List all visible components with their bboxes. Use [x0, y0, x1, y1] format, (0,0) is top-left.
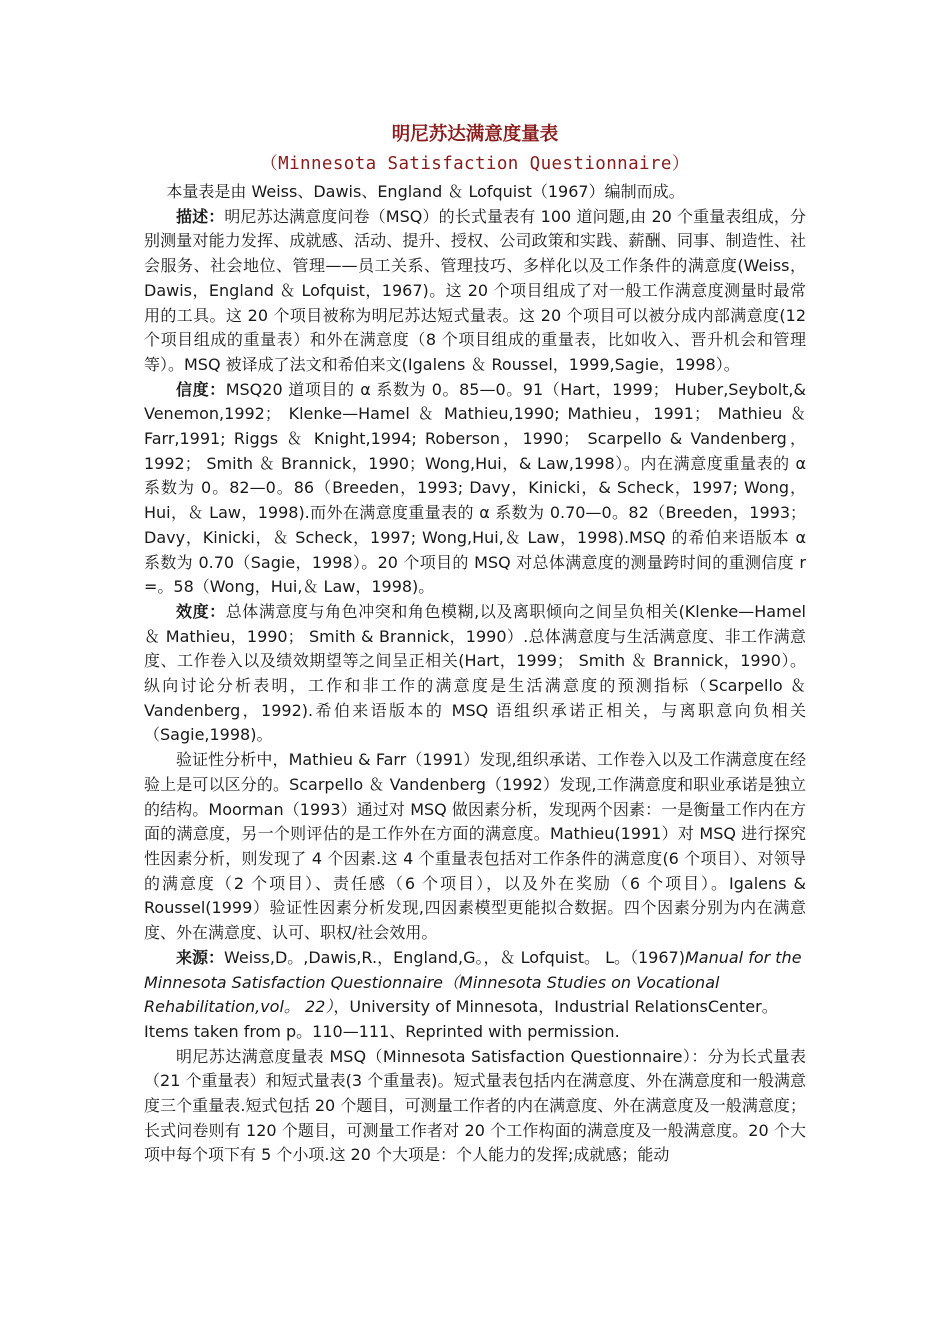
- validity-paragraph: [144, 600, 806, 748]
- reliability-label: 信度：: [176, 379, 226, 399]
- validity-label: 效度：: [176, 601, 226, 621]
- intro-paragraph: 本量表是由 Weiss、Dawis、England ＆ Lofquist（1967）编制而成。: [166, 182, 685, 201]
- document-subtitle: （Minnesota Satisfaction Questionnaire）: [260, 154, 690, 174]
- source-publisher: ，University of Minnesota，Industrial RelationsCenter。: [333, 997, 778, 1017]
- description-paragraph: [144, 205, 806, 378]
- validity-text: 总体满意度与角色冲突和角色模糊,以及离职倾向之间呈负相关(Klenke—Hamel ＆ Mathieu，1990； Smith & Brannick，1990）.总体满意度与生活满意度、非工作满意度、工作卷入以及绩效期望等之间呈正相关(Hart，1999； Smith ＆ Brannick，1990）。纵向讨论分析表明，工作和非工作的满意度是生活满意度的预测指标（Scarpello ＆ Vandenberg，1992).希伯来语版本的 MSQ 语组织承诺正相关，与离职意向负相关（Sagie,1998)。: [144, 601, 806, 745]
- document-title: 明尼苏达满意度量表: [391, 124, 559, 145]
- source-authors: Weiss,D。,Dawis,R.，England,G。，＆ Lofquist。 L。（1967): [224, 947, 685, 967]
- confirmatory-paragraph: 验证性分析中，Mathieu & Farr（1991）发现,组织承诺、工作卷入以及工作满意度在经验上是可以区分的。Scarpello ＆ Vandenberg（1992）发现,工作满意度和职业承诺是独立的结构。Moorman（1993）通过对 MSQ 做因素分析，发现两个因素：一是衡量工作内在方面的满意度，另一个则评估的是工作外在方面的满意度。Mathieu(1991）对 MSQ 进行探究性因素分析，则发现了 4 个因素.这 4 个重量表包括对工作条件的满意度(6 个项目）、对领导的满意度（2 个项目）、责任感（6 个项目），以及外在奖励（6 个项目）。Igalens & Roussel(1999）验证性因素分析发现,四因素模型更能拟合数据。四个因素分别为内在满意度、外在满意度、认可、职权/社会效用。: [144, 750, 806, 943]
- source-paragraph: [144, 946, 806, 1020]
- description-label: 描述：: [176, 206, 225, 226]
- source-title: Manual for the Minnesota Satisfaction Questionnaire（Minnesota Studies on Vocational Rehabilitation,vol。 22）: [144, 947, 802, 1017]
- source-label: 来源：: [176, 947, 225, 967]
- description-text: 明尼苏达满意度问卷（MSQ）的长式量表有 100 道问题,由 20 个重量表组成，分别测量对能力发挥、成就感、活动、提升、授权、公司政策和实践、薪酬、同事、制造性、社会服务、社会地位、管理——员工关系、管理技巧、多样化以及工作条件的满意度(Weiss，Dawis，England ＆ Lofquist，1967)。这 20 个项目组成了对一般工作满意度测量时最常用的工具。这 20 个项目被称为明尼苏达短式量表。这 20 个项目可以被分成内部满意度(12 个项目组成的重量表）和外在满意度（8 个项目组成的重量表，比如收入、晋升机会和管理等）。MSQ 被译成了法文和希伯来文(Igalens ＆ Roussel，1999,Sagie，1998）。: [144, 206, 806, 374]
- items-line: Items taken from p。110—111、Reprinted with permission.: [144, 1021, 620, 1041]
- msq-overview-paragraph: 明尼苏达满意度量表 MSQ（Minnesota Satisfaction Questionnaire）：分为长式量表（21 个重量表）和短式量表(3 个重量表)。短式量表包括内在满意度、外在满意度和一般满意度三个重量表.短式包括 20 个题目，可测量工作者的内在满意度、外在满意度及一般满意度；长式问卷则有 120 个题目，可测量工作者对 20 个工作构面的满意度及一般满意度。20 个大项中每个项下有 5 个小项.这 20 个大项是：个人能力的发挥;成就感；能动: [144, 1046, 806, 1165]
- document-page: [144, 120, 806, 1168]
- reliability-text: MSQ20 道项目的 α 系数为 0。85—0。91（Hart，1999； Huber,Seybolt,& Venemon,1992； Klenke—Hamel ＆ Mathieu,1990; Mathieu，1991； Mathieu ＆ Farr,1991; Riggs ＆ Knight,1994; Roberson，1990； Scarpello & Vandenberg，1992； Smith ＆ Brannick，1990；Wong,Hui，& Law,1998）。内在满意度重量表的 α 系数为 0。82—0。86（Breeden，1993; Davy，Kinicki，& Scheck，1997; Wong，Hui，＆ Law，1998).而外在满意度重量表的 α 系数为 0.70—0。82（Breeden，1993； Davy，Kinicki，＆ Scheck，1997; Wong,Hui,＆ Law，1998).MSQ 的希伯来语版本 α 系数为 0.70（Sagie，1998）。20 个项目的 MSQ 对总体满意度的测量跨时间的重测信度 r =。58（Wong，Hui,＆ Law，1998)。: [144, 379, 806, 597]
- reliability-paragraph: [144, 378, 806, 600]
